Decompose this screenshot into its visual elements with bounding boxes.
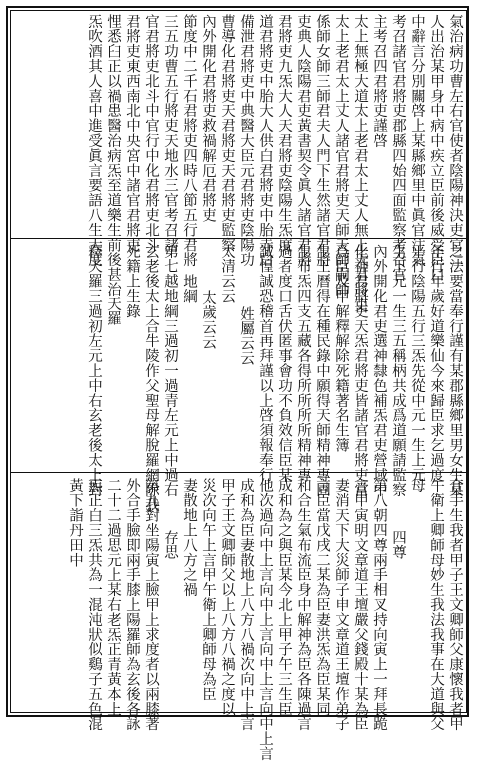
text-column: 生布炁四支五藏各得所所所所精神專 [295, 244, 311, 483]
text-column: 人出治某甲身中病中疾立臣前後威受臣口 [428, 14, 444, 283]
text-column: 二十二過思元上某右老炁正青黃本上 [105, 478, 121, 717]
text-column: 死籍上生錄 [124, 244, 140, 319]
text-column: 誠惶誠恐稽首再拜謹以上啓須報奉行 [257, 244, 273, 483]
text-column: 言臣當戊戌二某為臣妻洪炁為臣某同 [314, 478, 330, 717]
text-column: 成和為之與臣某今北上甲子午三生臣 [276, 478, 292, 717]
text-column: 妻消天下大災師子申文章道王壇作弟子 [333, 478, 349, 732]
text-column: 妻散地上八方之禍 [181, 478, 197, 598]
text-column: 釋天羅三過初左元上中右玄老後太上對 [86, 244, 102, 498]
text-column: 和合生氣布流臣身中解神為臣各陳過言 [295, 478, 311, 732]
text-column: 內外開化君將吏救禍解厄君將吏 [200, 14, 216, 223]
text-column: 母 [409, 478, 425, 493]
text-column: 言甲寅明文章道王壇嚴父錢殿十某為臣 [352, 478, 368, 732]
text-column: 中辭言分別關啓上某縣鄉里中眞官注氣 [409, 14, 425, 268]
text-column: 道君將吏中胎大人供白君將吏中胎赤白 [257, 14, 273, 268]
text-column: 之法要當奉行謹有某郡縣鄉里男女生某 [447, 244, 463, 498]
text-column: 備泄君將吏中典醫大臣元君將吏陰陽功 [238, 14, 254, 268]
text-column: 三五功曹五行將吏天地水三官考召諸 [162, 14, 178, 253]
text-column: 生王曆得在種民錄中願得天師精神專固 [314, 244, 330, 498]
text-column: 官君將吏北斗中官行中化君將吏北斗 [143, 14, 159, 253]
text-column: 合手生我者甲子王文卿師父康懷我者甲 [447, 478, 463, 732]
text-column: 平行陰陽五行三炁先從中元一生上元 [409, 244, 425, 483]
text-column: 化神君將吏天炁君將吏皆諸官君將吏當 [352, 244, 368, 498]
text-column: 第七越地綱三過初一過青左元上中過右 [162, 244, 178, 498]
text-column: 爲臣及甲解釋解除死籍著名生簿 [333, 244, 349, 453]
text-column: 第九對坐陽寅上臉甲上求度者以兩膝著 [143, 478, 159, 732]
text-column: 第八朝四尊兩手相叉持向寅上一拜長跪 [371, 478, 387, 732]
text-column: 四尊 [390, 530, 406, 560]
text-column: 君將吏東西南北中央宮中諸官君將吏 [124, 14, 140, 253]
text-column: 吏典人陰陽君吏黃書契令眞人諸官君將 [295, 14, 311, 268]
text-column: 炁吹酒其人喜中進受眞言要語八生大度 [86, 14, 102, 268]
text-column: 悝悉臼正以禍患醫治病炁至道樂生前後甚治 [105, 14, 121, 298]
text-column: 君將吏九炁大人天君將吏陰陽生炁度 [276, 14, 292, 253]
text-column: 太清云云 [219, 244, 235, 304]
text-column: 天羅 [105, 296, 121, 326]
text-column: 過者度口舌伏匿事會功不負效信臣某 [276, 244, 292, 483]
text-column: 係師女師三師君夫人門下生然諸官君將 [314, 14, 330, 268]
text-column: 存思 [162, 530, 178, 560]
text-column: 玄老後太上合牛陵作父聖母解脫羅網除我 [143, 244, 159, 513]
text-column: 太上無極大道太上老君太上丈人無上天君將吏 [352, 14, 368, 312]
text-column: 年行年歲好道樂仙今來歸臣求乞過度 [428, 244, 444, 483]
text-column: 太歲云云 [200, 290, 216, 350]
text-column: 太上老君太上丈人諸官君將吏天師天師嗣師 [333, 14, 349, 298]
text-column: 黃下詣丹田中 [67, 478, 83, 568]
text-column: 姓屬云云 [238, 306, 254, 366]
text-column: 氣治病功曹左右官使者陰陽神決吏官二 [447, 14, 463, 268]
text-column: 甲子王文卿師父以上八方八禍之度以 [219, 478, 235, 717]
text-column: 地綱 [181, 274, 197, 304]
text-column: 節度中二千石君將吏四時八節五行君將 [181, 14, 197, 268]
text-column: 午衛上卿師母妙生我法我事在大道與父 [428, 478, 444, 732]
text-column: 外合手臉即兩手膝上陽羅師為玄後各詠 [124, 478, 140, 732]
text-column: 考召諸官君將吏郡縣四始四面監察考召官 [390, 14, 406, 283]
text-column: 內外開化君吏選神隸色補炁君吏營域中 [371, 244, 387, 498]
text-column: 主考召四君將吏謹啓 [371, 14, 387, 149]
text-column: 曹導化君將吏天君將吏天君將吏監察 [219, 14, 235, 253]
text-column: 他次過向中上言向中上言向中上言向中上言 [257, 478, 273, 761]
text-column: 炁正白三炁共為一混沌狀似鷄子五色混 [86, 478, 102, 732]
text-column: 生下元一生三五稱柄共成爲道願請監察 [390, 244, 406, 498]
text-column: 成和為臣妻散地上八方八禍次向中上言 [238, 478, 254, 732]
text-column: 災次向午上言甲午衛上卿師母為臣 [200, 478, 216, 702]
